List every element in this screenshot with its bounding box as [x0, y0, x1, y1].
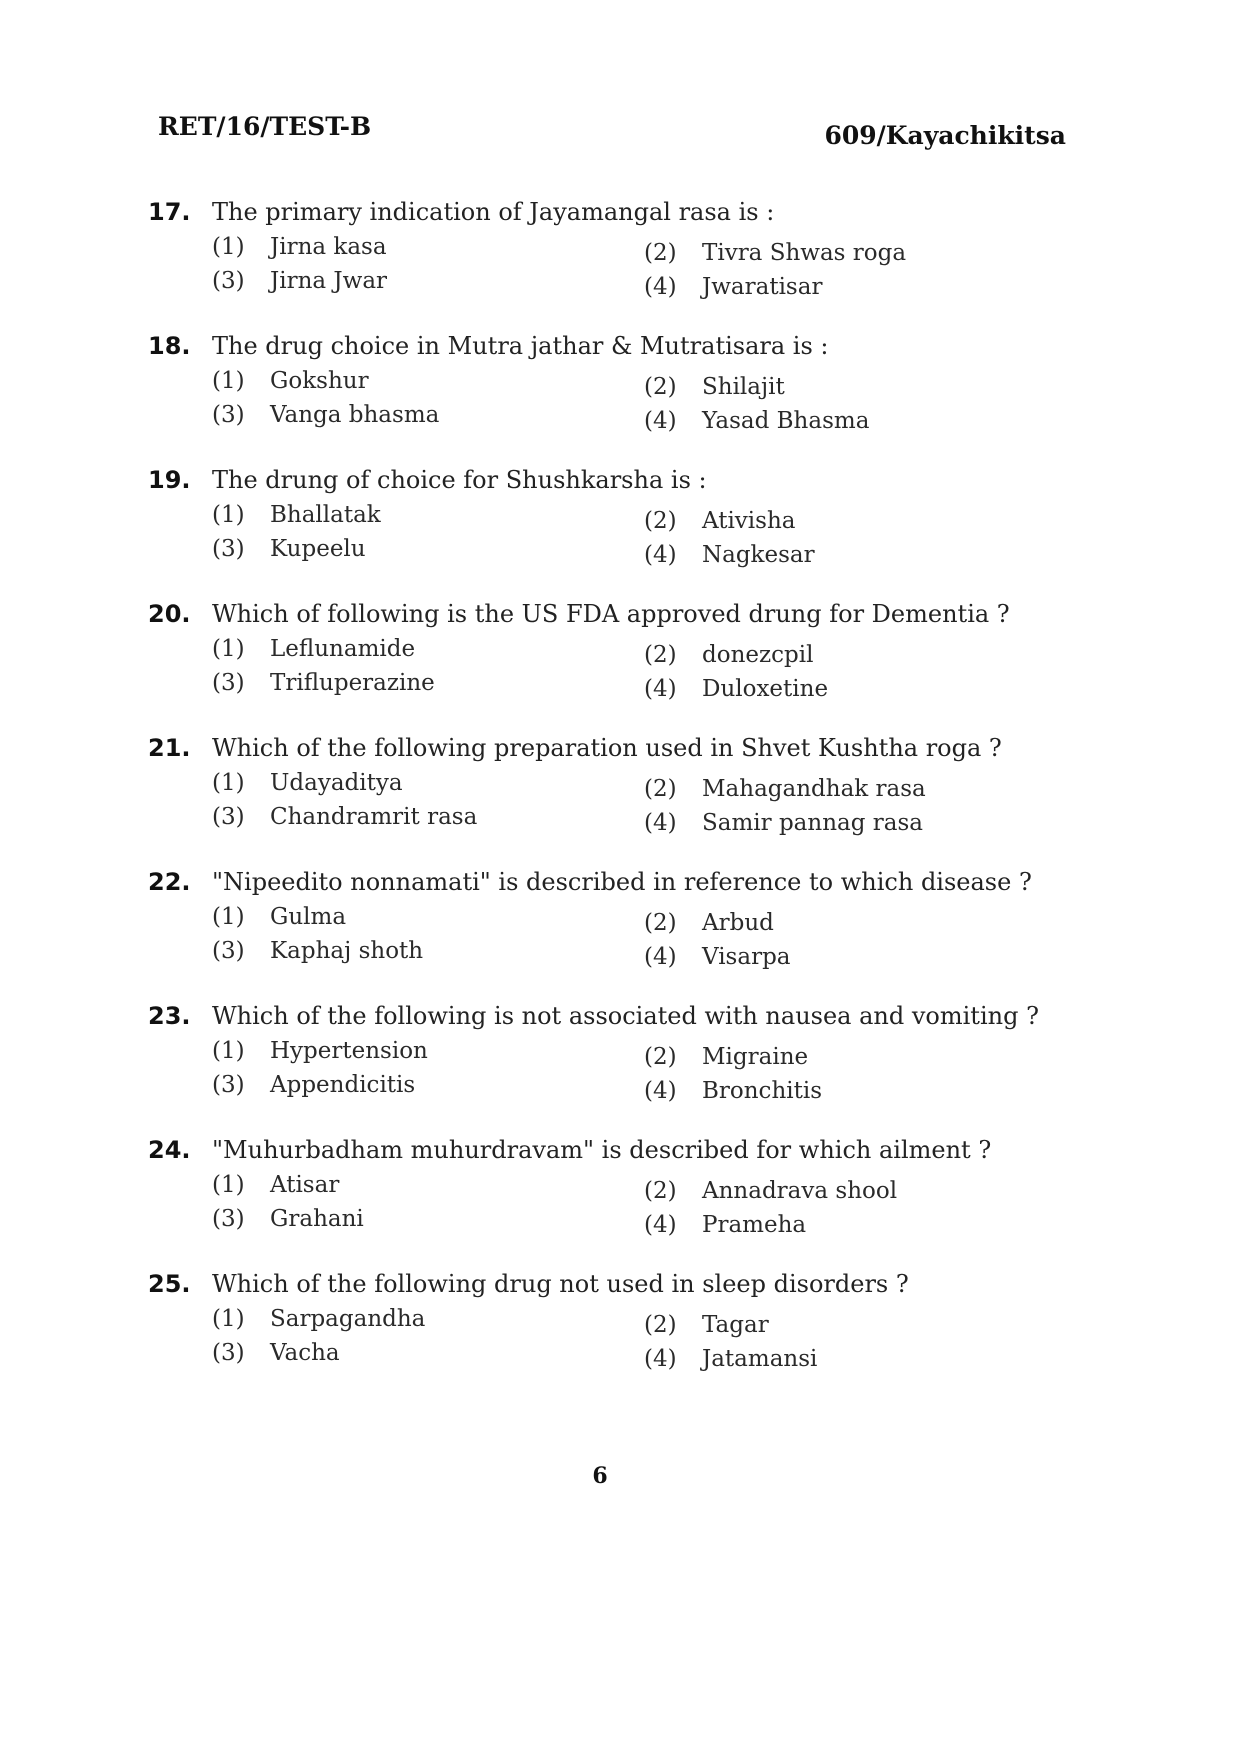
option-2: (2) Ativisha	[644, 508, 796, 534]
option-2: (2) Annadrava shool	[644, 1178, 898, 1204]
option-2: (2) Arbud	[644, 910, 774, 936]
question-item	[148, 868, 1068, 1002]
question-text: "Muhurbadham muhurdravam" is described for which ailment ?	[212, 1136, 992, 1164]
option-4: (4) Visarpa	[644, 944, 791, 970]
question-text: The drung of choice for Shushkarsha is :	[212, 466, 707, 494]
option-4: (4) Jwaratisar	[644, 274, 823, 300]
option-4: (4) Duloxetine	[644, 676, 829, 702]
question-list	[148, 198, 1068, 1404]
question-number: 22.	[148, 868, 191, 896]
option-3: (3) Appendicitis	[212, 1072, 416, 1098]
option-4: (4) Nagkesar	[644, 542, 815, 568]
option-3: (3) Grahani	[212, 1206, 364, 1232]
question-text: Which of following is the US FDA approved drung for Dementia ?	[212, 600, 1010, 628]
option-4: (4) Jatamansi	[644, 1346, 818, 1372]
option-2: (2) Tagar	[644, 1312, 769, 1338]
option-3: (3) Chandramrit rasa	[212, 804, 478, 830]
option-3: (3) Kupeelu	[212, 536, 366, 562]
question-number: 17.	[148, 198, 191, 226]
question-number: 25.	[148, 1270, 191, 1298]
question-item	[148, 332, 1068, 466]
question-text: The drug choice in Mutra jathar & Mutratisara is :	[212, 332, 829, 360]
question-text: Which of the following preparation used in Shvet Kushtha roga ?	[212, 734, 1002, 762]
question-number: 21.	[148, 734, 191, 762]
option-2: (2) Mahagandhak rasa	[644, 776, 926, 802]
question-text: The primary indication of Jayamangal rasa is :	[212, 198, 775, 226]
option-1: (1) Leflunamide	[212, 636, 416, 662]
option-2: (2) donezcpil	[644, 642, 814, 668]
option-1: (1) Atisar	[212, 1172, 340, 1198]
option-3: (3) Jirna Jwar	[212, 268, 388, 294]
option-4: (4) Yasad Bhasma	[644, 408, 870, 434]
question-item	[148, 734, 1068, 868]
question-number: 24.	[148, 1136, 191, 1164]
option-1: (1) Udayaditya	[212, 770, 403, 796]
question-item	[148, 1270, 1068, 1404]
question-item	[148, 600, 1068, 734]
option-3: (3) Kaphaj shoth	[212, 938, 424, 964]
option-2: (2) Shilajit	[644, 374, 785, 400]
option-3: (3) Vacha	[212, 1340, 340, 1366]
question-number: 20.	[148, 600, 191, 628]
option-4: (4) Samir pannag rasa	[644, 810, 923, 836]
question-text: "Nipeedito nonnamati" is described in reference to which disease ?	[212, 868, 1032, 896]
option-1: (1) Bhallatak	[212, 502, 381, 528]
question-number: 23.	[148, 1002, 191, 1030]
question-item	[148, 466, 1068, 600]
option-2: (2) Migraine	[644, 1044, 809, 1070]
question-text: Which of the following drug not used in sleep disorders ?	[212, 1270, 909, 1298]
option-1: (1) Hypertension	[212, 1038, 428, 1064]
option-3: (3) Vanga bhasma	[212, 402, 440, 428]
exam-code: RET/16/TEST-B	[158, 112, 372, 141]
question-number: 18.	[148, 332, 191, 360]
question-number: 19.	[148, 466, 191, 494]
option-2: (2) Tivra Shwas roga	[644, 240, 907, 266]
option-4: (4) Prameha	[644, 1212, 807, 1238]
option-1: (1) Gokshur	[212, 368, 369, 394]
question-item	[148, 1136, 1068, 1270]
question-item	[148, 1002, 1068, 1136]
question-text: Which of the following is not associated with nausea and vomiting ?	[212, 1002, 1039, 1030]
option-1: (1) Jirna kasa	[212, 234, 387, 260]
subject-title: 609/Kayachikitsa	[824, 121, 1066, 150]
option-3: (3) Trifluperazine	[212, 670, 435, 696]
option-1: (1) Gulma	[212, 904, 347, 930]
page-number: 6	[592, 1463, 608, 1489]
option-4: (4) Bronchitis	[644, 1078, 823, 1104]
question-item	[148, 198, 1068, 332]
option-1: (1) Sarpagandha	[212, 1306, 426, 1332]
